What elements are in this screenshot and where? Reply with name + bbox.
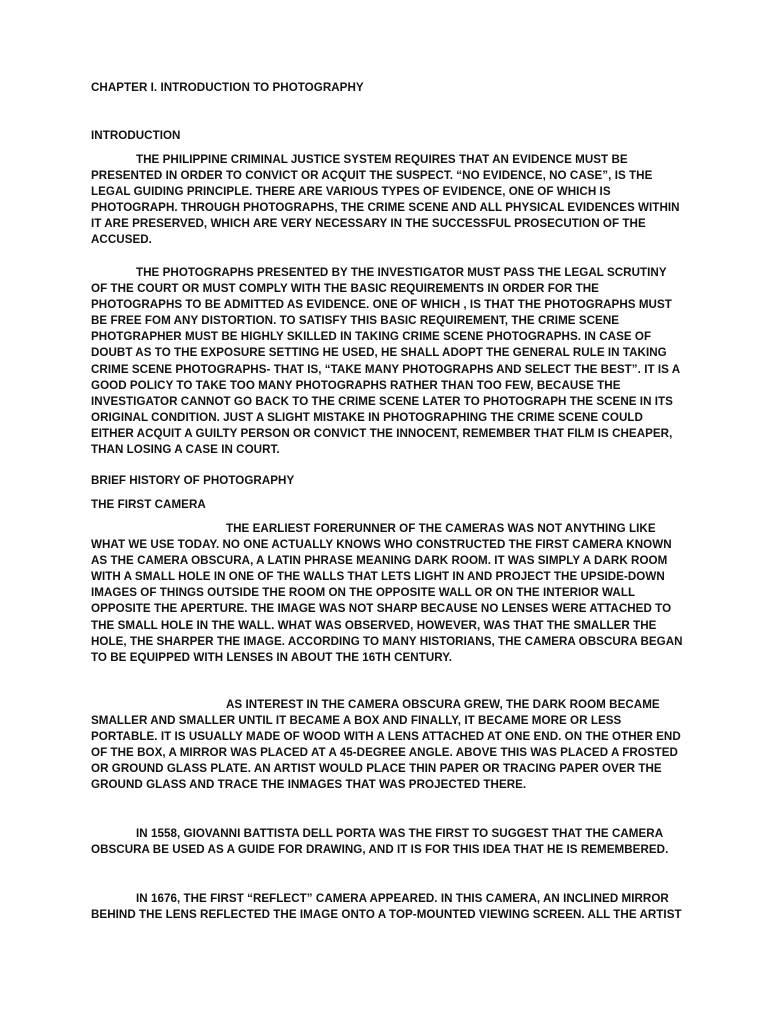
chapter-title: CHAPTER I. INTRODUCTION TO PHOTOGRAPHY [91,81,364,94]
section-heading-history: BRIEF HISTORY OF PHOTOGRAPHY [91,474,295,487]
history-paragraph-3: IN 1558, GIOVANNI BATTISTA DELL PORTA WAS THE FIRST TO SUGGEST THAT THE CAMERA OBSCURA BE USED AS A GUIDE FOR DRAWING, AND IT IS FOR THIS IDEA THAT HE IS REMEMBERED. [91,827,669,857]
history-paragraph-1: THE EARLIEST FORERUNNER OF THE CAMERAS WAS NOT ANYTHING LIKE WHAT WE USE TODAY. NO ONE ACTUALLY KNOWS WHO CONSTRUCTED THE FIRST CAMERA KNOWN AS THE CAMERA OBSCURA, A LATIN PHRASE MEANING DARK ROOM. IT WAS SIMPLY A DARK ROOM WITH A SMALL HOLE IN ONE OF THE WALLS THAT LETS LIGHT IN AND PROJECT THE UPSIDE-DOWN IMAGES OF THINGS OUTSIDE THE ROOM ON THE OPPOSITE WALL OR ON THE INTERIOR WALL OPPOSITE THE APERTURE. THE IMAGE WAS NOT SHARP BECAUSE NO LENSES WERE ATTACHED TO THE SMALL HOLE IN THE WALL. WHAT WAS OBSERVED, HOWEVER, WAS THAT THE SMALLER THE HOLE, THE SHARPER THE IMAGE. ACCORDING TO MANY HISTORIANS, THE CAMERA OBSCURA BEGAN TO BE EQUIPPED WITH LENSES IN ABOUT THE 16TH CENTURY. [91,522,683,664]
history-paragraph-2: AS INTEREST IN THE CAMERA OBSCURA GREW, THE DARK ROOM BECAME SMALLER AND SMALLER UNTIL IT BECAME A BOX AND FINALLY, IT BECAME MORE OR LESS PORTABLE. IT IS USUALLY MADE OF WOOD WITH A LENS ATTACHED AT ONE END. ON THE OTHER END OF THE BOX, A MIRROR WAS PLACED AT A 45-DEGREE ANGLE. ABOVE THIS WAS PLACED A FROSTED OR GROUND GLASS PLATE. AN ARTIST WOULD PLACE THIN PAPER OR TRACING PAPER OVER THE GROUND GLASS AND TRACE THE INMAGES THAT WAS PROJECTED THERE. [91,698,681,792]
history-paragraph-4: IN 1676, THE FIRST “REFLECT” CAMERA APPEARED. IN THIS CAMERA, AN INCLINED MIRROR BEHIND THE LENS REFLECTED THE IMAGE ONTO A TOP-MOUNTED VIEWING SCREEN. ALL THE ARTIST [91,892,682,922]
section-heading-introduction: INTRODUCTION [91,129,181,142]
intro-paragraph-1: THE PHILIPPINE CRIMINAL JUSTICE SYSTEM REQUIRES THAT AN EVIDENCE MUST BE PRESENTED IN ORDER TO CONVICT OR ACQUIT THE SUSPECT. “NO EVIDENCE, NO CASE”, IS THE LEGAL GUIDING PRINCIPLE. THERE ARE VARIOUS TYPES OF EVIDENCE, ONE OF WHICH IS PHOTOGRAPH. THROUGH PHOTOGRAPHS, THE CRIME SCENE AND ALL PHYSICAL EVIDENCES WITHIN IT ARE PRESERVED, WHICH ARE VERY NECESSARY IN THE SUCCESSFUL PROSECUTION OF THE ACCUSED. [91,153,680,247]
subsection-heading-first-camera: THE FIRST CAMERA [91,498,206,511]
intro-paragraph-2: THE PHOTOGRAPHS PRESENTED BY THE INVESTIGATOR MUST PASS THE LEGAL SCRUTINY OF THE COURT OR MUST COMPLY WITH THE BASIC REQUIREMENTS IN ORDER FOR THE PHOTOGRAPHS TO BE ADMITTED AS EVIDENCE. ONE OF WHICH , IS THAT THE PHOTOGRAPHS MUST BE FREE FOM ANY DISTORTION. TO SATISFY THIS BASIC REQUIREMENT, THE CRIME SCENE PHOTGRAPHER MUST BE HIGHLY SKILLED IN TAKING CRIME SCENE PHOTOGRAPHS. IN CASE OF DOUBT AS TO THE EXPOSURE SETTING HE USED, HE SHALL ADOPT THE GENERAL RULE IN TAKING CRIME SCENE PHOTOGRAPHS- THAT IS, “TAKE MANY PHOTOGRAPHS AND SELECT THE BEST”. IT IS A GOOD POLICY TO TAKE TOO MANY PHOTOGRAPHS RATHER THAN TOO FEW, BECAUSE THE INVESTIGATOR CANNOT GO BACK TO THE CRIME SCENE LATER TO PHOTOGRAPH THE SCENE IN ITS ORIGINAL CONDITION. JUST A SLIGHT MISTAKE IN PHOTOGRAPHING THE CRIME SCENE COULD EITHER ACQUIT A GUILTY PERSON OR CONVICT THE INNOCENT, REMEMBER THAT FILM IS CHEAPER, THAN LOSING A CASE IN COURT. [91,266,680,457]
